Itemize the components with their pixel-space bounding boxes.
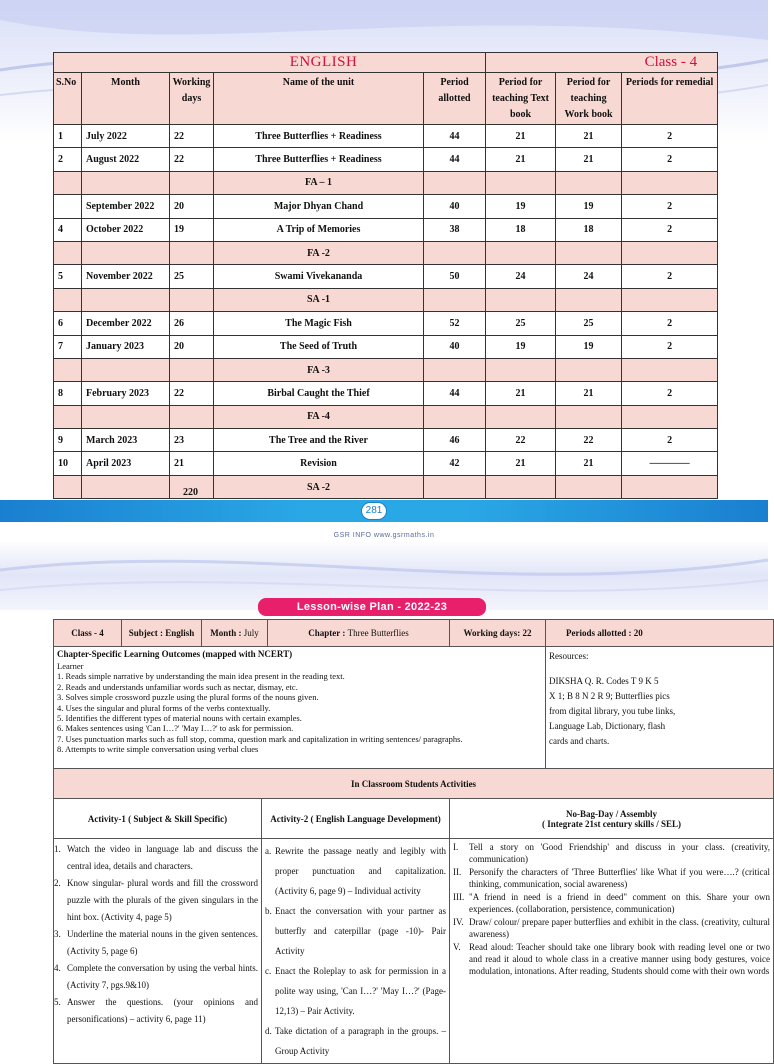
outcomes-title: Chapter-Specific Learning Outcomes (mapped with NCERT) bbox=[57, 649, 293, 659]
activity2-item-text: Enact the Roleplay to ask for permission in a polite way using, 'Can I…?' 'May I…?' (Page-12,13) – Pair Activity. bbox=[275, 966, 447, 1016]
activity1-item-number: 2. bbox=[54, 878, 61, 888]
activities-title: In Classroom Students Activities bbox=[54, 769, 774, 799]
periods-allotted-cell: Periods allotted : 20 bbox=[546, 620, 774, 647]
row-sno bbox=[54, 195, 82, 218]
activity1-item bbox=[54, 875, 258, 926]
schedule-row bbox=[54, 195, 718, 218]
header-periods-remedial: Periods for remedial bbox=[622, 73, 718, 125]
row-remedial: 2 bbox=[622, 265, 718, 288]
row-unit: Three Butterflies + Readiness bbox=[214, 125, 424, 148]
activity2-item bbox=[265, 901, 446, 961]
row-sno: 5 bbox=[54, 265, 82, 288]
activity2-item bbox=[265, 841, 446, 901]
outcomes-cell bbox=[54, 647, 546, 769]
assessment-empty-cell bbox=[424, 405, 486, 428]
outcome-item: 7. Uses punctuation marks such as full stop, comma, question mark and capitalization in writing sentences/ paragraphs. bbox=[57, 733, 463, 744]
header-unit: Name of the unit bbox=[214, 73, 424, 125]
outcome-item: Learner bbox=[57, 661, 84, 671]
row-days: 21 bbox=[170, 452, 214, 475]
chapter-cell bbox=[268, 620, 450, 647]
schedule-row bbox=[54, 335, 718, 358]
row-remedial: 2 bbox=[622, 218, 718, 241]
row-unit: Three Butterflies + Readiness bbox=[214, 148, 424, 171]
assessment-sno bbox=[54, 405, 82, 428]
row-days: 19 bbox=[170, 218, 214, 241]
row-days: 26 bbox=[170, 312, 214, 335]
row-month: March 2023 bbox=[82, 429, 170, 452]
assessment-days bbox=[170, 405, 214, 428]
row-days: 20 bbox=[170, 335, 214, 358]
row-month: January 2023 bbox=[82, 335, 170, 358]
activity3-item bbox=[453, 916, 770, 940]
row-days: 22 bbox=[170, 382, 214, 405]
lesson-plan-title: Lesson-wise Plan - 2022-23 bbox=[258, 598, 486, 616]
header-period-allotted: Period allotted bbox=[424, 73, 486, 125]
table-header-row bbox=[54, 73, 718, 125]
activity1-item-text: Answer the questions. (your opinions and personifications) – activity 6, page 11) bbox=[67, 997, 258, 1024]
assessment-row bbox=[54, 288, 718, 311]
assessment-empty-cell bbox=[556, 241, 622, 264]
row-textbook: 24 bbox=[486, 265, 556, 288]
activity3-item-text: Draw/ colour/ prepare paper butterflies and exhibit in the class. (creativity, cultural awareness) bbox=[469, 917, 771, 939]
row-workbook: 21 bbox=[556, 452, 622, 475]
activity3-item-number: V. bbox=[453, 942, 461, 952]
assessment-empty-cell bbox=[556, 358, 622, 381]
activity2-item-number: b. bbox=[265, 906, 272, 916]
row-days: 23 bbox=[170, 429, 214, 452]
row-unit: The Seed of Truth bbox=[214, 335, 424, 358]
activity3-item-text: Personify the characters of 'Three Butterflies' like What if you were….? (critical thinking, communication, social awareness) bbox=[469, 867, 771, 889]
row-sno: 8 bbox=[54, 382, 82, 405]
row-month: February 2023 bbox=[82, 382, 170, 405]
activity1-item bbox=[54, 926, 258, 960]
activity3-cell bbox=[450, 839, 774, 1064]
assessment-days bbox=[170, 288, 214, 311]
resource-line: X 1; B 8 N 2 R 9; Butterflies pics bbox=[549, 691, 670, 701]
row-unit: Birbal Caught the Thief bbox=[214, 382, 424, 405]
row-unit: Major Dhyan Chand bbox=[214, 195, 424, 218]
row-textbook: 21 bbox=[486, 125, 556, 148]
assessment-empty-cell bbox=[556, 288, 622, 311]
row-sno: 2 bbox=[54, 148, 82, 171]
activity2-item-number: a. bbox=[265, 846, 272, 856]
assessment-row bbox=[54, 405, 718, 428]
assessment-empty-cell bbox=[556, 475, 622, 498]
outcomes-list bbox=[57, 661, 542, 755]
assessment-row bbox=[54, 241, 718, 264]
assessment-empty-cell bbox=[486, 475, 556, 498]
row-remedial: 2 bbox=[622, 125, 718, 148]
assessment-sno bbox=[54, 475, 82, 498]
plan-header-row bbox=[54, 620, 774, 647]
header-month: Month bbox=[82, 73, 170, 125]
assessment-sno bbox=[54, 358, 82, 381]
row-textbook: 25 bbox=[486, 312, 556, 335]
activity1-item-text: Watch the video in language lab and discuss the central idea, details and characters. bbox=[67, 844, 258, 871]
row-textbook: 21 bbox=[486, 382, 556, 405]
activity1-cell bbox=[54, 839, 262, 1064]
activity3-list bbox=[453, 841, 770, 977]
schedule-row bbox=[54, 429, 718, 452]
chapter-value: Three Butterflies bbox=[347, 628, 409, 638]
row-month: August 2022 bbox=[82, 148, 170, 171]
assessment-label: SA -1 bbox=[214, 288, 424, 311]
assessment-sno bbox=[54, 288, 82, 311]
row-sno: 6 bbox=[54, 312, 82, 335]
activity3-item-text: Read aloud: Teacher should take one library book with reading level one or two and read it aloud to whole class in a creative manner using body gestures, voice modulation, intonations. After reading, Students should come with their own words bbox=[469, 942, 771, 976]
assessment-label: FA -2 bbox=[214, 241, 424, 264]
english-schedule-table bbox=[53, 52, 718, 499]
activity3-item-text: "A friend in need is a friend in deed" comment on this. Share your own experiences. (collaboration, persistence, communication) bbox=[469, 892, 771, 914]
assessment-days bbox=[170, 358, 214, 381]
activity2-item-number: d. bbox=[265, 1026, 272, 1036]
resources-list bbox=[549, 674, 770, 749]
assessment-month bbox=[82, 171, 170, 194]
row-sno: 10 bbox=[54, 452, 82, 475]
activity2-item-text: Rewrite the passage neatly and legibly with proper punctuation and capitalization. (Activity 6, page 9) – Individual activity bbox=[275, 846, 447, 896]
class-title: Class - 4 bbox=[486, 53, 718, 73]
row-unit: A Trip of Memories bbox=[214, 218, 424, 241]
assessment-empty-cell bbox=[622, 405, 718, 428]
row-allotted: 52 bbox=[424, 312, 486, 335]
header-period-workbook: Period for teaching Work book bbox=[556, 73, 622, 125]
assessment-row bbox=[54, 358, 718, 381]
assessment-sno bbox=[54, 171, 82, 194]
row-remedial: 2 bbox=[622, 195, 718, 218]
row-workbook: 24 bbox=[556, 265, 622, 288]
row-sno: 7 bbox=[54, 335, 82, 358]
activity1-list bbox=[54, 841, 258, 1028]
row-allotted: 44 bbox=[424, 382, 486, 405]
assessment-month bbox=[82, 405, 170, 428]
assessment-month bbox=[82, 241, 170, 264]
month-value: July bbox=[243, 628, 259, 638]
row-month: October 2022 bbox=[82, 218, 170, 241]
row-textbook: 21 bbox=[486, 452, 556, 475]
subject-cell: Subject : English bbox=[122, 620, 202, 647]
row-allotted: 40 bbox=[424, 195, 486, 218]
schedule-row bbox=[54, 265, 718, 288]
working-days-cell: Working days: 22 bbox=[450, 620, 546, 647]
activity1-item-number: 4. bbox=[54, 963, 61, 973]
row-sno: 9 bbox=[54, 429, 82, 452]
lesson-plan-table bbox=[53, 619, 774, 1064]
outcome-item: 1. Reads simple narrative by understanding the main idea present in the reading text. bbox=[57, 671, 345, 682]
header-sno: S.No bbox=[54, 73, 82, 125]
resources-label: Resources: bbox=[549, 651, 589, 661]
outcome-item: 5. Identifies the different types of material nouns with certain examples. bbox=[57, 713, 302, 724]
schedule-row bbox=[54, 452, 718, 475]
resource-line: Language Lab, Dictionary, flash bbox=[549, 721, 666, 731]
resource-line: from digital library, you tube links, bbox=[549, 706, 676, 716]
row-workbook: 18 bbox=[556, 218, 622, 241]
activity2-title: Activity-2 ( English Language Development) bbox=[262, 799, 450, 839]
assessment-empty-cell bbox=[622, 171, 718, 194]
assessment-empty-cell bbox=[556, 405, 622, 428]
row-allotted: 38 bbox=[424, 218, 486, 241]
assessment-days bbox=[170, 241, 214, 264]
row-allotted: 42 bbox=[424, 452, 486, 475]
row-remedial: 2 bbox=[622, 382, 718, 405]
activity1-item bbox=[54, 960, 258, 994]
row-unit: The Magic Fish bbox=[214, 312, 424, 335]
row-allotted: 50 bbox=[424, 265, 486, 288]
outcome-item: 2. Reads and understands unfamiliar words such as nectar, dismay, etc. bbox=[57, 681, 298, 692]
row-month: September 2022 bbox=[82, 195, 170, 218]
activity2-cell bbox=[262, 839, 450, 1064]
row-month: November 2022 bbox=[82, 265, 170, 288]
row-workbook: 21 bbox=[556, 382, 622, 405]
activity3-title-line2: ( Integrate 21st century skills / SEL) bbox=[542, 818, 682, 829]
schedule-row bbox=[54, 312, 718, 335]
assessment-empty-cell bbox=[486, 358, 556, 381]
row-textbook: 21 bbox=[486, 148, 556, 171]
row-remedial: 2 bbox=[622, 429, 718, 452]
outcome-item: 3. Solves simple crossword puzzle using the plural forms of the nouns given. bbox=[57, 692, 319, 703]
activity2-item bbox=[265, 961, 446, 1021]
row-days: 22 bbox=[170, 148, 214, 171]
class-cell: Class - 4 bbox=[54, 620, 122, 647]
assessment-days bbox=[170, 171, 214, 194]
header-working-days: Working days bbox=[170, 73, 214, 125]
schedule-row bbox=[54, 148, 718, 171]
activity3-item-number: IV. bbox=[453, 917, 464, 927]
activity3-item-number: III. bbox=[453, 892, 465, 902]
activity3-item bbox=[453, 866, 770, 890]
assessment-month bbox=[82, 358, 170, 381]
row-remedial: 2 bbox=[622, 312, 718, 335]
assessment-empty-cell bbox=[486, 241, 556, 264]
row-month: April 2023 bbox=[82, 452, 170, 475]
schedule-row bbox=[54, 218, 718, 241]
outcome-item: 6. Makes sentences using 'Can I…?' 'May I…?' to ask for permission. bbox=[57, 723, 294, 734]
row-workbook: 25 bbox=[556, 312, 622, 335]
assessment-sno bbox=[54, 241, 82, 264]
row-textbook: 22 bbox=[486, 429, 556, 452]
activity1-item-number: 1. bbox=[54, 844, 61, 854]
assessment-empty-cell bbox=[622, 358, 718, 381]
activity1-item-number: 3. bbox=[54, 929, 61, 939]
activity3-title-line1: No-Bag-Day / Assembly bbox=[566, 808, 658, 819]
row-textbook: 19 bbox=[486, 335, 556, 358]
activity3-item-number: I. bbox=[453, 842, 459, 852]
assessment-row bbox=[54, 475, 718, 498]
activities-title-row bbox=[54, 769, 774, 799]
activity2-item-text: Enact the conversation with your partner as butterfly and caterpillar (page -10)- Pair Activity bbox=[275, 906, 447, 956]
row-month: July 2022 bbox=[82, 125, 170, 148]
row-textbook: 19 bbox=[486, 195, 556, 218]
row-workbook: 22 bbox=[556, 429, 622, 452]
row-allotted: 46 bbox=[424, 429, 486, 452]
activity1-item bbox=[54, 994, 258, 1028]
row-allotted: 44 bbox=[424, 125, 486, 148]
page-number: 281 bbox=[361, 502, 387, 520]
assessment-empty-cell bbox=[424, 475, 486, 498]
chapter-label: Chapter : bbox=[308, 628, 346, 638]
assessment-empty-cell bbox=[424, 288, 486, 311]
schedule-row bbox=[54, 125, 718, 148]
row-workbook: 19 bbox=[556, 195, 622, 218]
footer-website: GSR INFO www.gsrmaths.in bbox=[333, 532, 435, 539]
resources-cell bbox=[546, 647, 774, 769]
row-sno: 4 bbox=[54, 218, 82, 241]
subject-title: ENGLISH bbox=[54, 53, 486, 73]
row-workbook: 19 bbox=[556, 335, 622, 358]
assessment-empty-cell bbox=[486, 288, 556, 311]
activity3-item bbox=[453, 941, 770, 977]
row-remedial: 2 bbox=[622, 335, 718, 358]
activity1-item bbox=[54, 841, 258, 875]
assessment-row bbox=[54, 171, 718, 194]
activity1-title: Activity-1 ( Subject & Skill Specific) bbox=[54, 799, 262, 839]
row-remedial: ———— bbox=[622, 452, 718, 475]
assessment-empty-cell bbox=[424, 241, 486, 264]
assessment-label: FA -3 bbox=[214, 358, 424, 381]
row-month: December 2022 bbox=[82, 312, 170, 335]
row-days: 25 bbox=[170, 265, 214, 288]
activity1-item-text: Know singular- plural words and fill the crossword puzzle with the plurals of the given singulars in the hint box. (Activity 4, page 5) bbox=[67, 878, 258, 922]
row-remedial: 2 bbox=[622, 148, 718, 171]
row-unit: The Tree and the River bbox=[214, 429, 424, 452]
outcomes-row bbox=[54, 647, 774, 769]
row-workbook: 21 bbox=[556, 148, 622, 171]
outcome-item: 8. Attempts to write simple conversation using verbal clues bbox=[57, 744, 259, 755]
activity1-item-number: 5. bbox=[54, 997, 61, 1007]
row-days: 22 bbox=[170, 125, 214, 148]
activity2-item-number: c. bbox=[265, 966, 272, 976]
activity2-item-text: Take dictation of a paragraph in the groups. – Group Activity bbox=[275, 1026, 447, 1056]
activity3-item-number: II. bbox=[453, 867, 462, 877]
assessment-label: SA -2 bbox=[214, 475, 424, 498]
assessment-empty-cell bbox=[622, 475, 718, 498]
assessment-empty-cell bbox=[486, 171, 556, 194]
activity-columns-header bbox=[54, 799, 774, 839]
row-sno: 1 bbox=[54, 125, 82, 148]
row-unit: Revision bbox=[214, 452, 424, 475]
activity3-item bbox=[453, 891, 770, 915]
activity1-item-text: Complete the conversation by using the verbal hints. (Activity 7, pgs.9&10) bbox=[67, 963, 258, 990]
row-unit: Swami Vivekananda bbox=[214, 265, 424, 288]
assessment-label: FA -4 bbox=[214, 405, 424, 428]
row-days: 20 bbox=[170, 195, 214, 218]
outcome-item: 4. Uses the singular and plural forms of the verbs contextually. bbox=[57, 702, 271, 713]
assessment-empty-cell bbox=[486, 405, 556, 428]
activities-content-row bbox=[54, 839, 774, 1064]
activity2-list bbox=[265, 841, 446, 1061]
assessment-empty-cell bbox=[622, 241, 718, 264]
activity2-item bbox=[265, 1021, 446, 1061]
assessment-empty-cell bbox=[424, 358, 486, 381]
activity3-title bbox=[450, 799, 774, 839]
row-workbook: 21 bbox=[556, 125, 622, 148]
assessment-month bbox=[82, 475, 170, 498]
assessment-empty-cell bbox=[424, 171, 486, 194]
header-period-textbook: Period for teaching Text book bbox=[486, 73, 556, 125]
activity1-item-text: Underline the material nouns in the given sentences. (Activity 5, page 6) bbox=[67, 929, 258, 956]
assessment-label: FA – 1 bbox=[214, 171, 424, 194]
row-allotted: 44 bbox=[424, 148, 486, 171]
schedule-row bbox=[54, 382, 718, 405]
resource-line: DIKSHA Q. R. Codes T 9 K 5 bbox=[549, 676, 659, 686]
resource-line: cards and charts. bbox=[549, 736, 610, 746]
total-working-days: 220 bbox=[183, 487, 198, 498]
row-textbook: 18 bbox=[486, 218, 556, 241]
activity3-item bbox=[453, 841, 770, 865]
assessment-empty-cell bbox=[556, 171, 622, 194]
assessment-empty-cell bbox=[622, 288, 718, 311]
month-cell bbox=[202, 620, 268, 647]
assessment-month bbox=[82, 288, 170, 311]
month-label: Month : bbox=[210, 628, 242, 638]
activity3-item-text: Tell a story on 'Good Friendship' and discuss in your class. (creativity, communication) bbox=[469, 842, 771, 864]
row-allotted: 40 bbox=[424, 335, 486, 358]
